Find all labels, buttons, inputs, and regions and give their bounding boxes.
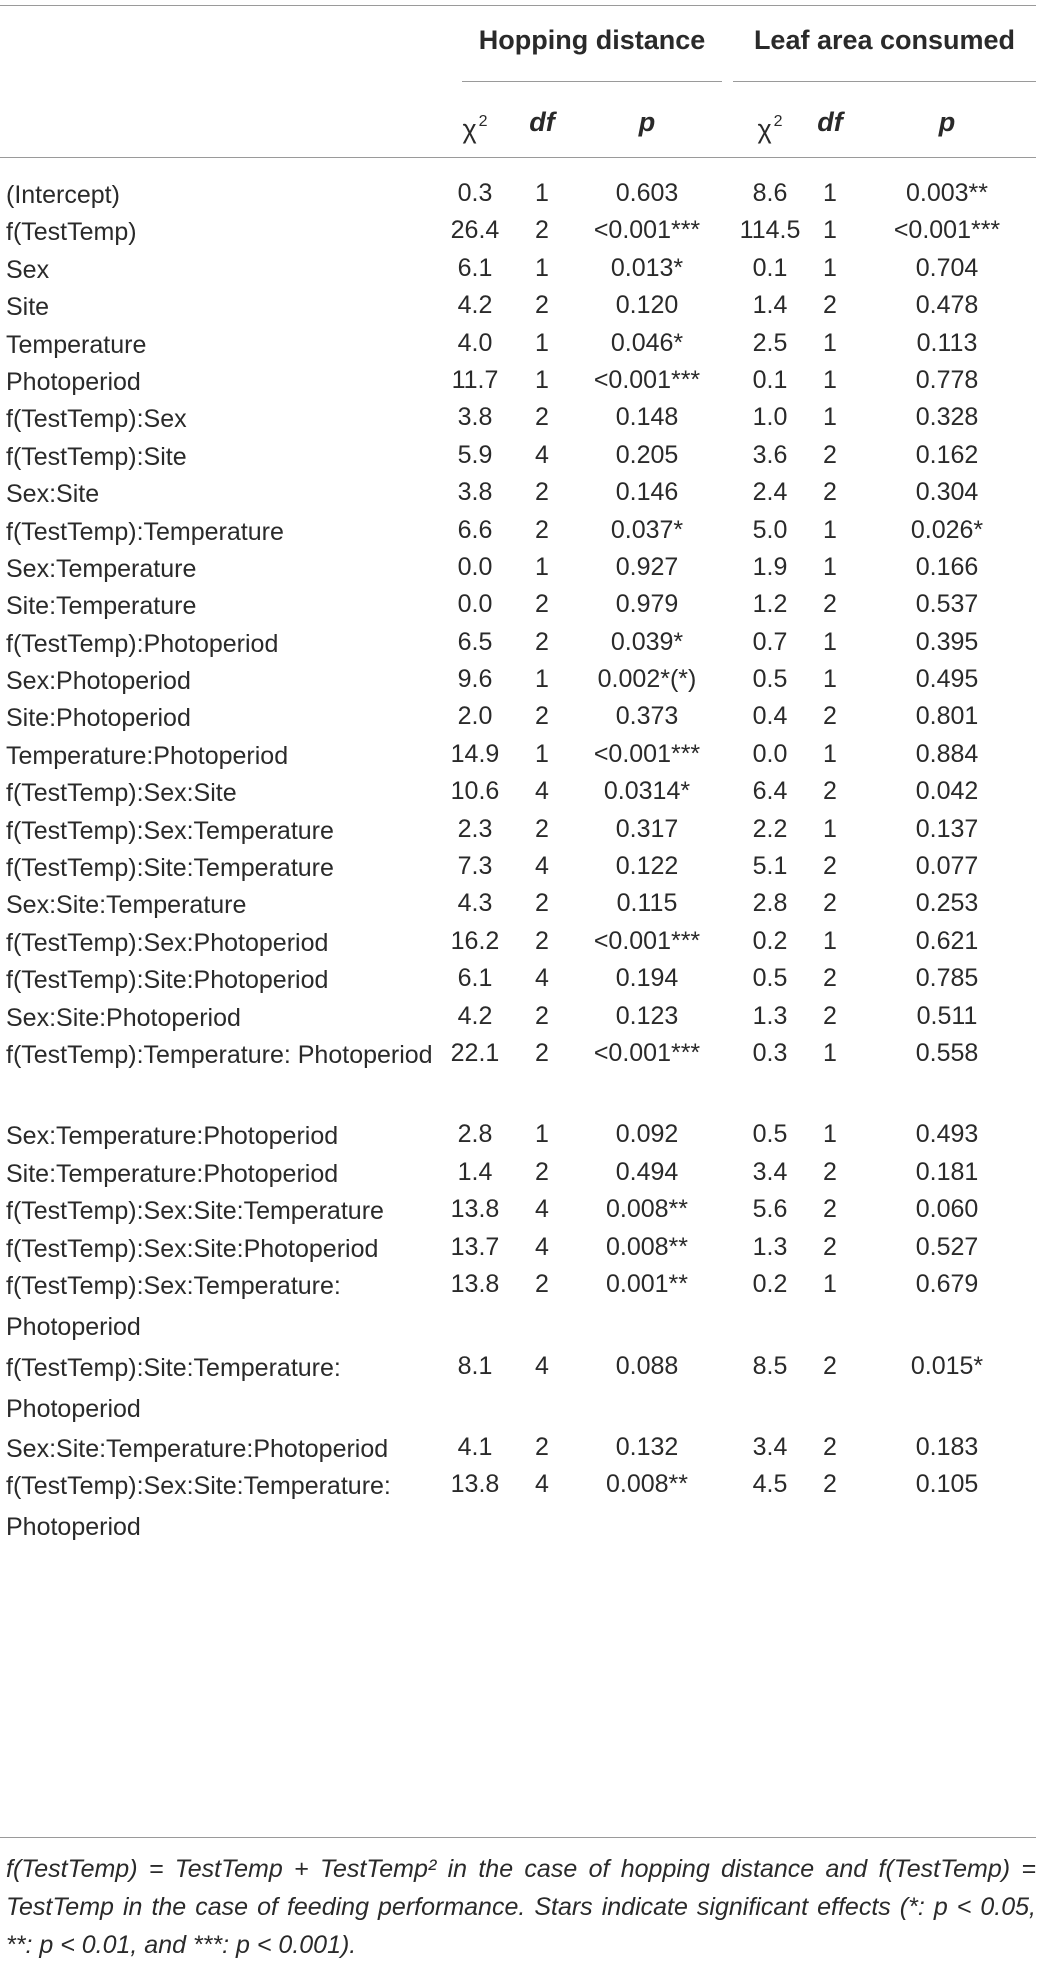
- cell-l-chi: 0.1: [752, 365, 788, 394]
- cell-h-p: 0.494: [615, 1157, 679, 1186]
- cell-h-p: 0.008**: [605, 1195, 689, 1224]
- cell-h-p: 0.979: [615, 590, 679, 619]
- cell-l-p: <0.001***: [893, 216, 1001, 245]
- row-term: Sex:Temperature: [6, 554, 197, 583]
- row-term: f(TestTemp):Sex:Temperature: Photoperiod: [6, 1272, 341, 1342]
- cell-h-chi: 6.5: [457, 627, 493, 656]
- cell-l-p: 0.003**: [905, 179, 989, 207]
- cell-l-df: 2: [823, 1001, 837, 1030]
- row-term: Site:Temperature:Photoperiod: [6, 1159, 339, 1188]
- cell-l-p: 0.181: [915, 1157, 979, 1186]
- cell-l-p: 0.060: [915, 1195, 979, 1224]
- cell-h-p: 0.0314*: [603, 777, 691, 806]
- row-term: f(TestTemp):Sex:Site: [6, 779, 237, 808]
- cell-h-chi: 2.8: [457, 1120, 493, 1149]
- row-term: Site:Temperature: [6, 592, 197, 621]
- cell-l-chi: 0.5: [752, 1120, 788, 1149]
- row-term: Temperature:Photoperiod: [6, 741, 289, 770]
- col-header-chi-square-hopping: [440, 104, 510, 144]
- cell-h-df: 2: [535, 478, 549, 507]
- row-term: Sex:Site:Photoperiod: [6, 1003, 241, 1032]
- table-row: [0, 960, 1041, 997]
- cell-l-chi: 6.4: [752, 777, 788, 806]
- cell-l-chi: 1.2: [752, 590, 788, 619]
- cell-h-df: 4: [535, 777, 549, 806]
- table-row: [0, 736, 1041, 773]
- cell-l-df: 1: [823, 627, 837, 656]
- cell-l-p: 0.162: [915, 440, 979, 469]
- cell-l-p: 0.493: [915, 1120, 979, 1149]
- cell-l-df: 1: [823, 403, 837, 432]
- cell-l-chi: 2.4: [752, 478, 788, 507]
- cell-l-chi: 0.5: [752, 665, 788, 694]
- table-row: [0, 1116, 1041, 1153]
- cell-l-p: 0.253: [915, 889, 979, 918]
- cell-l-df: 1: [823, 739, 837, 768]
- cell-l-df: 2: [823, 590, 837, 619]
- table-row: [0, 512, 1041, 549]
- table-row: [0, 885, 1041, 922]
- col-header-p-leaf: p: [938, 107, 956, 137]
- cell-h-df: 4: [535, 1470, 549, 1499]
- cell-h-p: 0.146: [615, 478, 679, 507]
- cell-l-chi: 1.9: [752, 552, 788, 581]
- row-term: Sex:Photoperiod: [6, 667, 191, 696]
- cell-h-p: <0.001***: [593, 216, 701, 245]
- cell-h-df: 4: [535, 852, 549, 881]
- cell-h-df: 2: [535, 889, 549, 918]
- cell-l-df: 1: [823, 1038, 837, 1067]
- cell-h-df: 2: [535, 627, 549, 656]
- cell-h-df: 2: [535, 926, 549, 955]
- cell-l-chi: 0.0: [752, 739, 788, 768]
- cell-l-p: 0.679: [915, 1270, 979, 1299]
- table-row: [0, 848, 1041, 885]
- cell-l-chi: 0.4: [752, 702, 788, 731]
- cell-l-p: 0.537: [915, 590, 979, 619]
- cell-h-chi: 11.7: [451, 365, 499, 394]
- cell-h-p: 0.132: [615, 1433, 679, 1462]
- cell-l-df: 2: [823, 1470, 837, 1499]
- cell-l-p: 0.183: [915, 1433, 979, 1462]
- cell-h-p: 0.039*: [610, 627, 684, 656]
- cell-h-chi: 7.3: [457, 852, 493, 881]
- cell-h-df: 1: [535, 665, 549, 694]
- col-header-chi-square-leaf: [735, 104, 805, 144]
- cell-l-df: 1: [823, 515, 837, 544]
- cell-l-chi: 114.5: [739, 216, 801, 245]
- cell-l-chi: 1.3: [752, 1001, 788, 1030]
- cell-h-chi: 14.9: [450, 739, 500, 768]
- row-term: f(TestTemp):Sex: [6, 405, 187, 434]
- cell-l-df: 2: [823, 702, 837, 731]
- cell-h-p: 0.008**: [605, 1232, 689, 1261]
- cell-h-p: 0.927: [615, 552, 679, 581]
- cell-l-chi: 5.0: [752, 515, 788, 544]
- cell-l-df: 1: [823, 365, 837, 394]
- cell-h-chi: 22.1: [450, 1038, 500, 1067]
- row-term: f(TestTemp):Site:Photoperiod: [6, 966, 329, 995]
- cell-h-df: 2: [535, 702, 549, 731]
- cell-h-chi: 13.7: [450, 1232, 500, 1261]
- cell-h-chi: 8.1: [457, 1351, 493, 1380]
- col-header-df-hopping: df: [529, 107, 555, 137]
- cell-l-df: 2: [823, 964, 837, 993]
- table-row: [0, 773, 1041, 810]
- cell-h-df: 4: [535, 964, 549, 993]
- cell-l-p: 0.015*: [910, 1351, 984, 1380]
- cell-h-chi: 4.1: [457, 1433, 493, 1462]
- cell-h-p: <0.001***: [593, 739, 701, 768]
- row-term: Sex:Temperature:Photoperiod: [6, 1122, 339, 1151]
- table-row: [0, 474, 1041, 511]
- table-row: [0, 437, 1041, 474]
- group-header-leaf-area-consumed: Leaf area consumed: [753, 25, 1016, 55]
- cell-h-chi: 1.4: [457, 1157, 493, 1186]
- cell-h-df: 2: [535, 216, 549, 245]
- table-row: [0, 325, 1041, 362]
- cell-l-p: 0.166: [915, 552, 979, 581]
- cell-h-df: 1: [535, 365, 549, 394]
- cell-l-df: 2: [823, 440, 837, 469]
- cell-l-p: 0.113: [916, 328, 978, 357]
- cell-h-chi: 9.6: [457, 665, 493, 694]
- cell-l-chi: 3.4: [752, 1157, 788, 1186]
- cell-h-p: 0.205: [615, 440, 679, 469]
- row-term: f(TestTemp):Sex:Site:Temperature: [6, 1197, 384, 1226]
- cell-l-df: 1: [823, 552, 837, 581]
- table-footnote: f(TestTemp) = TestTemp + TestTemp² in the case of hopping distance and f(TestTemp) = TestTemp in the case of feeding performance. Stars indicate significant effects (*: p < 0.05, **: p < 0.01, and ***: p < 0.001).: [6, 1855, 1036, 1959]
- cell-h-chi: 3.8: [457, 478, 493, 507]
- cell-h-p: 0.088: [615, 1351, 679, 1380]
- cell-l-df: 1: [823, 665, 837, 694]
- col-header-df-leaf: df: [817, 107, 843, 137]
- cell-h-chi: 10.6: [450, 777, 500, 806]
- chi-superscript: 2: [478, 113, 488, 130]
- row-term: f(TestTemp):Sex:Temperature: [6, 816, 334, 845]
- cell-l-df: 1: [823, 328, 837, 357]
- cell-l-p: 0.704: [915, 253, 979, 282]
- table-row: [0, 811, 1041, 848]
- row-term: f(TestTemp):Sex:Site:Photoperiod: [6, 1234, 379, 1263]
- cell-h-chi: 4.0: [457, 328, 493, 357]
- group-rule-hopping: [462, 81, 722, 82]
- table-bottom-rule: [0, 1837, 1036, 1838]
- cell-l-chi: 3.6: [752, 440, 788, 469]
- cell-l-df: 2: [823, 1433, 837, 1462]
- cell-l-p: 0.785: [915, 964, 979, 993]
- row-term: f(TestTemp):Site:Temperature: Photoperiod: [6, 1353, 341, 1423]
- cell-l-chi: 2.2: [752, 814, 788, 843]
- cell-h-df: 2: [535, 814, 549, 843]
- cell-l-p: 0.395: [915, 627, 979, 656]
- cell-h-df: 1: [535, 179, 549, 207]
- table-row: [0, 586, 1041, 623]
- cell-l-df: 2: [823, 478, 837, 507]
- cell-l-df: 1: [823, 926, 837, 955]
- cell-l-chi: 0.1: [752, 253, 788, 282]
- table-row: [0, 1154, 1041, 1191]
- table-row: [0, 250, 1041, 287]
- cell-h-df: 4: [535, 1351, 549, 1380]
- cell-h-p: 0.194: [615, 964, 679, 993]
- cell-l-chi: 8.6: [752, 179, 788, 207]
- cell-h-chi: 3.8: [457, 403, 493, 432]
- row-term: Sex:Site:Temperature: [6, 891, 247, 920]
- cell-l-df: 1: [823, 1120, 837, 1149]
- cell-h-df: 2: [535, 1001, 549, 1030]
- header-bottom-rule: [0, 157, 1036, 158]
- cell-h-df: 2: [535, 403, 549, 432]
- table-row: [0, 1466, 1041, 1548]
- cell-h-chi: 0.0: [457, 552, 493, 581]
- cell-l-chi: 2.5: [752, 328, 788, 357]
- cell-h-p: 0.120: [615, 291, 679, 320]
- cell-h-p: 0.317: [615, 814, 679, 843]
- row-term: Sex:Site:Temperature:Photoperiod: [6, 1435, 389, 1464]
- cell-h-p: 0.123: [615, 1001, 679, 1030]
- cell-h-df: 2: [535, 291, 549, 320]
- cell-h-p: 0.115: [616, 889, 678, 918]
- cell-l-chi: 0.5: [752, 964, 788, 993]
- cell-l-df: 2: [823, 1157, 837, 1186]
- cell-h-chi: 6.1: [457, 964, 493, 993]
- cell-h-p: 0.037*: [610, 515, 684, 544]
- cell-l-p: 0.778: [915, 365, 979, 394]
- cell-l-p: 0.511: [916, 1001, 978, 1030]
- table-row: [0, 998, 1041, 1035]
- cell-l-df: 1: [823, 1270, 837, 1299]
- cell-h-chi: 4.2: [457, 1001, 493, 1030]
- row-term: Photoperiod: [6, 367, 141, 396]
- row-term: f(TestTemp):Temperature: Photoperiod: [6, 1040, 433, 1069]
- cell-l-chi: 3.4: [752, 1433, 788, 1462]
- cell-l-chi: 4.5: [752, 1470, 788, 1499]
- table-row: [0, 287, 1041, 324]
- cell-l-df: 2: [823, 777, 837, 806]
- table-row: [0, 212, 1041, 249]
- cell-h-df: 2: [535, 515, 549, 544]
- row-term: f(TestTemp):Temperature: [6, 517, 284, 546]
- cell-h-chi: 6.6: [457, 515, 493, 544]
- cell-l-df: 1: [823, 253, 837, 282]
- table-row: [0, 399, 1041, 436]
- row-term: f(TestTemp):Sex:Photoperiod: [6, 928, 329, 957]
- table-row: [0, 661, 1041, 698]
- cell-h-chi: 6.1: [457, 253, 493, 282]
- table-row: [0, 1229, 1041, 1266]
- cell-l-p: 0.026*: [910, 515, 984, 544]
- cell-h-p: <0.001***: [593, 1038, 701, 1067]
- table-row: [0, 1429, 1041, 1466]
- table-top-rule: [0, 5, 1036, 6]
- table-row: [0, 1266, 1041, 1348]
- cell-h-p: 0.013*: [610, 253, 684, 282]
- cell-h-df: 4: [535, 1232, 549, 1261]
- cell-l-p: 0.077: [915, 852, 979, 881]
- row-term: f(TestTemp):Site: [6, 442, 187, 471]
- cell-h-df: 1: [535, 1120, 549, 1149]
- cell-l-p: 0.621: [915, 926, 979, 955]
- table-row: [0, 549, 1041, 586]
- group-rule-leaf: [733, 81, 1036, 82]
- cell-l-chi: 0.3: [752, 1038, 788, 1067]
- cell-h-p: 0.046*: [610, 328, 684, 357]
- cell-l-df: 1: [823, 216, 837, 245]
- row-term: f(TestTemp):Photoperiod: [6, 629, 279, 658]
- row-term: (Intercept): [6, 181, 120, 209]
- table-row: [0, 1348, 1041, 1430]
- cell-l-p: 0.478: [915, 291, 979, 320]
- cell-h-df: 1: [535, 739, 549, 768]
- cell-h-df: 2: [535, 1433, 549, 1462]
- cell-l-p: 0.558: [915, 1038, 979, 1067]
- cell-l-p: 0.801: [915, 702, 979, 731]
- row-term: Site:Photoperiod: [6, 704, 191, 733]
- cell-l-chi: 2.8: [752, 889, 788, 918]
- cell-l-p: 0.884: [915, 739, 979, 768]
- row-term: Sex: [6, 255, 50, 284]
- table-row: [0, 362, 1041, 399]
- table-body: [0, 175, 1041, 1548]
- cell-h-chi: 0.0: [457, 590, 493, 619]
- cell-l-chi: 1.3: [752, 1232, 788, 1261]
- cell-l-p: 0.328: [915, 403, 979, 432]
- chi-symbol: χ: [462, 114, 477, 144]
- cell-l-chi: 8.5: [752, 1351, 788, 1380]
- cell-h-chi: 13.8: [450, 1470, 500, 1499]
- cell-l-df: 2: [823, 1351, 837, 1380]
- cell-h-p: 0.092: [615, 1120, 679, 1149]
- cell-h-p: <0.001***: [593, 365, 701, 394]
- cell-h-df: 1: [535, 328, 549, 357]
- cell-l-chi: 5.1: [752, 852, 788, 881]
- cell-h-chi: 26.4: [450, 216, 500, 245]
- cell-h-chi: 4.3: [457, 889, 493, 918]
- cell-l-df: 1: [823, 814, 837, 843]
- cell-h-df: 4: [535, 440, 549, 469]
- cell-l-df: 1: [823, 179, 837, 207]
- cell-l-chi: 1.4: [752, 291, 788, 320]
- row-term: Sex:Site: [6, 480, 100, 509]
- cell-h-p: 0.122: [615, 852, 679, 881]
- cell-h-chi: 4.2: [457, 291, 493, 320]
- cell-l-df: 2: [823, 852, 837, 881]
- chi-symbol: χ: [757, 114, 772, 144]
- table-row: [0, 175, 1041, 212]
- chi-superscript: 2: [773, 113, 783, 130]
- cell-l-p: 0.527: [915, 1232, 979, 1261]
- cell-l-p: 0.042: [915, 777, 979, 806]
- table-row: [0, 698, 1041, 735]
- cell-l-chi: 1.0: [752, 403, 788, 432]
- row-term: f(TestTemp): [6, 218, 137, 247]
- cell-h-chi: 2.3: [457, 814, 493, 843]
- cell-h-df: 2: [535, 590, 549, 619]
- cell-l-df: 2: [823, 889, 837, 918]
- cell-l-chi: 0.2: [752, 926, 788, 955]
- cell-l-p: 0.137: [915, 814, 979, 843]
- cell-h-chi: 16.2: [450, 926, 500, 955]
- cell-l-df: 2: [823, 1232, 837, 1261]
- table-row: [0, 1035, 1041, 1117]
- cell-l-p: 0.304: [915, 478, 979, 507]
- row-term: f(TestTemp):Site:Temperature: [6, 854, 334, 883]
- cell-h-chi: 13.8: [450, 1270, 500, 1299]
- cell-l-p: 0.105: [915, 1470, 979, 1499]
- cell-l-chi: 0.7: [752, 627, 788, 656]
- row-term: f(TestTemp):Sex:Site:Temperature: Photoperiod: [6, 1472, 391, 1542]
- cell-h-df: 4: [535, 1195, 549, 1224]
- cell-h-p: 0.148: [615, 403, 679, 432]
- cell-l-df: 2: [823, 1195, 837, 1224]
- cell-h-chi: 13.8: [450, 1195, 500, 1224]
- cell-h-p: 0.373: [615, 702, 679, 731]
- cell-h-df: 2: [535, 1157, 549, 1186]
- table-row: [0, 624, 1041, 661]
- row-term: Temperature: [6, 330, 147, 359]
- col-header-p-hopping: p: [638, 107, 656, 137]
- group-header-hopping-distance: Hopping distance: [478, 25, 706, 55]
- cell-l-chi: 0.2: [752, 1270, 788, 1299]
- cell-l-df: 2: [823, 291, 837, 320]
- cell-h-df: 2: [535, 1038, 549, 1067]
- cell-h-p: 0.001**: [605, 1270, 689, 1299]
- cell-h-p: 0.002*(*): [597, 665, 697, 694]
- cell-h-p: <0.001***: [593, 926, 701, 955]
- cell-h-chi: 2.0: [457, 702, 493, 731]
- row-term: Site: [6, 293, 50, 322]
- cell-h-chi: 5.9: [457, 440, 493, 469]
- cell-l-chi: 5.6: [752, 1195, 788, 1224]
- cell-h-chi: 0.3: [457, 179, 493, 207]
- cell-l-p: 0.495: [915, 665, 979, 694]
- cell-h-df: 2: [535, 1270, 549, 1299]
- cell-h-df: 1: [535, 552, 549, 581]
- table-row: [0, 923, 1041, 960]
- cell-h-p: 0.603: [615, 179, 679, 207]
- table-row: [0, 1191, 1041, 1228]
- cell-h-p: 0.008**: [605, 1470, 689, 1499]
- cell-h-df: 1: [535, 253, 549, 282]
